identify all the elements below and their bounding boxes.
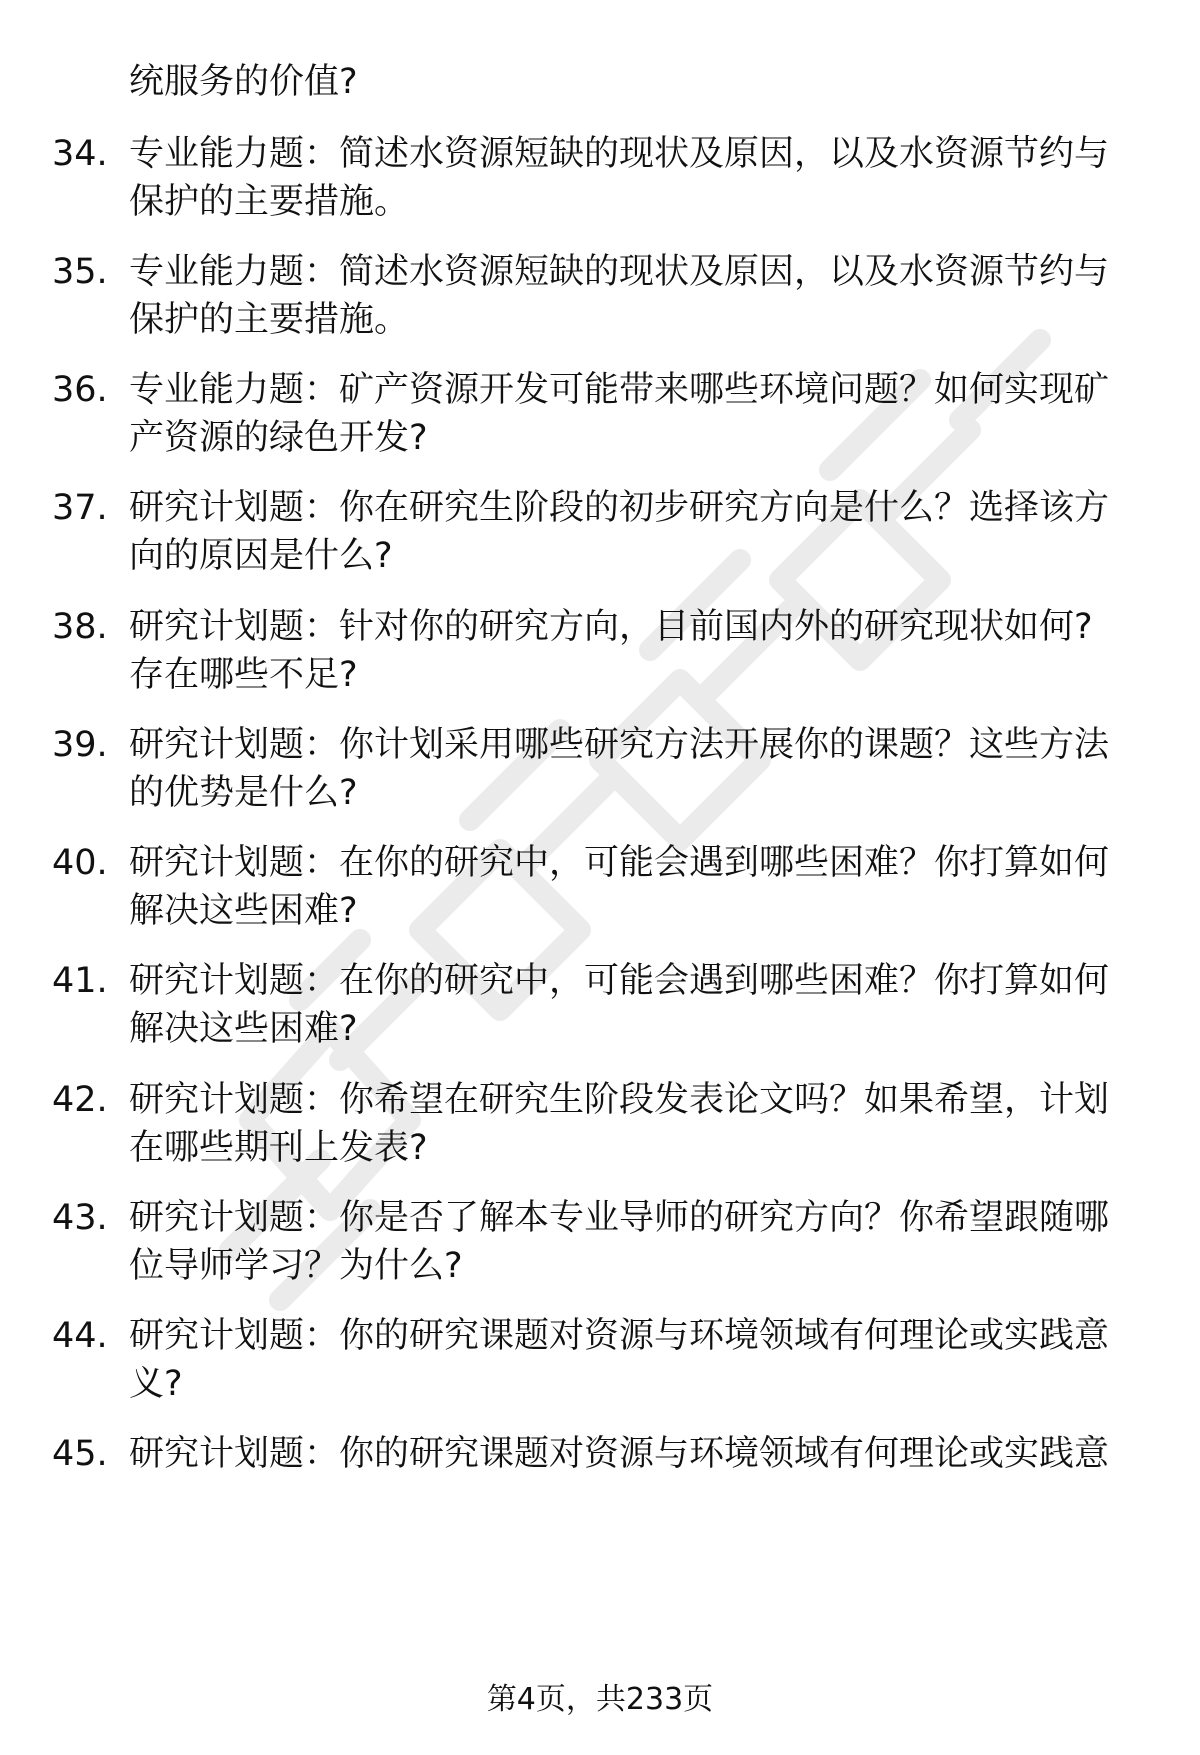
question-text (129, 1076, 1139, 1172)
question-text (129, 1430, 1139, 1478)
question-text (129, 366, 1139, 462)
question-line: 研究计划题：你希望在研究生阶段发表论文吗？如果希望，计划 (129, 1080, 1110, 1120)
question-text (129, 130, 1139, 226)
question-line: 研究计划题：在你的研究中，可能会遇到哪些困难？你打算如何 (129, 843, 1110, 883)
question-line: 的优势是什么? (129, 773, 358, 813)
question-number: 40. (52, 843, 108, 883)
question-line: 保护的主要措施。 (129, 182, 410, 222)
question-text (129, 248, 1139, 344)
question-line: 专业能力题：简述水资源短缺的现状及原因，以及水资源节约与 (129, 252, 1110, 292)
question-text (129, 484, 1139, 580)
question-item-37 (0, 484, 1200, 584)
question-line: 专业能力题：简述水资源短缺的现状及原因，以及水资源节约与 (129, 134, 1110, 174)
question-line: 研究计划题：你在研究生阶段的初步研究方向是什么？选择该方 (129, 488, 1110, 528)
question-line: 存在哪些不足? (129, 655, 358, 695)
question-line: 研究计划题：在你的研究中，可能会遇到哪些困难？你打算如何 (129, 961, 1110, 1001)
question-item-41 (0, 957, 1200, 1057)
question-item-36 (0, 366, 1200, 466)
question-line: 解决这些困难? (129, 891, 358, 931)
question-number: 38. (52, 607, 108, 647)
question-number: 45. (52, 1434, 108, 1474)
question-item-43 (0, 1194, 1200, 1294)
page-footer: 第4页，共233页 (486, 1682, 714, 1717)
question-number: 43. (52, 1198, 108, 1238)
question-number: 44. (52, 1316, 108, 1356)
question-line: 研究计划题：针对你的研究方向，目前国内外的研究现状如何? (129, 607, 1093, 647)
question-item-35 (0, 248, 1200, 348)
question-text (129, 603, 1139, 699)
question-number: 34. (52, 134, 108, 174)
question-line: 产资源的绿色开发? (129, 418, 428, 458)
question-number: 36. (52, 370, 108, 410)
question-text (129, 1194, 1139, 1290)
question-item-34 (0, 130, 1200, 230)
question-line: 向的原因是什么? (129, 536, 393, 576)
question-line: 保护的主要措施。 (129, 300, 410, 340)
question-number: 39. (52, 725, 108, 765)
question-line: 研究计划题：你是否了解本专业导师的研究方向？你希望跟随哪 (129, 1198, 1110, 1238)
question-line: 解决这些困难? (129, 1009, 358, 1049)
question-line: 义? (129, 1364, 183, 1404)
question-line: 专业能力题：矿产资源开发可能带来哪些环境问题？如何实现矿 (129, 370, 1110, 410)
question-item-45 (0, 1430, 1200, 1530)
question-item-38 (0, 603, 1200, 703)
question-line: 位导师学习？为什么? (129, 1246, 463, 1286)
question-line: 研究计划题：你的研究课题对资源与环境领域有何理论或实践意 (129, 1434, 1110, 1474)
question-number: 37. (52, 488, 108, 528)
continuation-line: 统服务的价值? (129, 62, 358, 102)
question-item-44 (0, 1312, 1200, 1412)
question-number: 41. (52, 961, 108, 1001)
question-line: 研究计划题：你的研究课题对资源与环境领域有何理论或实践意 (129, 1316, 1110, 1356)
question-item-40 (0, 839, 1200, 939)
question-text (129, 839, 1139, 935)
question-number: 35. (52, 252, 108, 292)
question-line: 在哪些期刊上发表? (129, 1128, 428, 1168)
question-text (129, 1312, 1139, 1408)
question-item-42 (0, 1076, 1200, 1176)
question-text (129, 721, 1139, 817)
question-text (129, 957, 1139, 1053)
question-item-39 (0, 721, 1200, 821)
question-number: 42. (52, 1080, 108, 1120)
question-line: 研究计划题：你计划采用哪些研究方法开展你的课题？这些方法 (129, 725, 1110, 765)
